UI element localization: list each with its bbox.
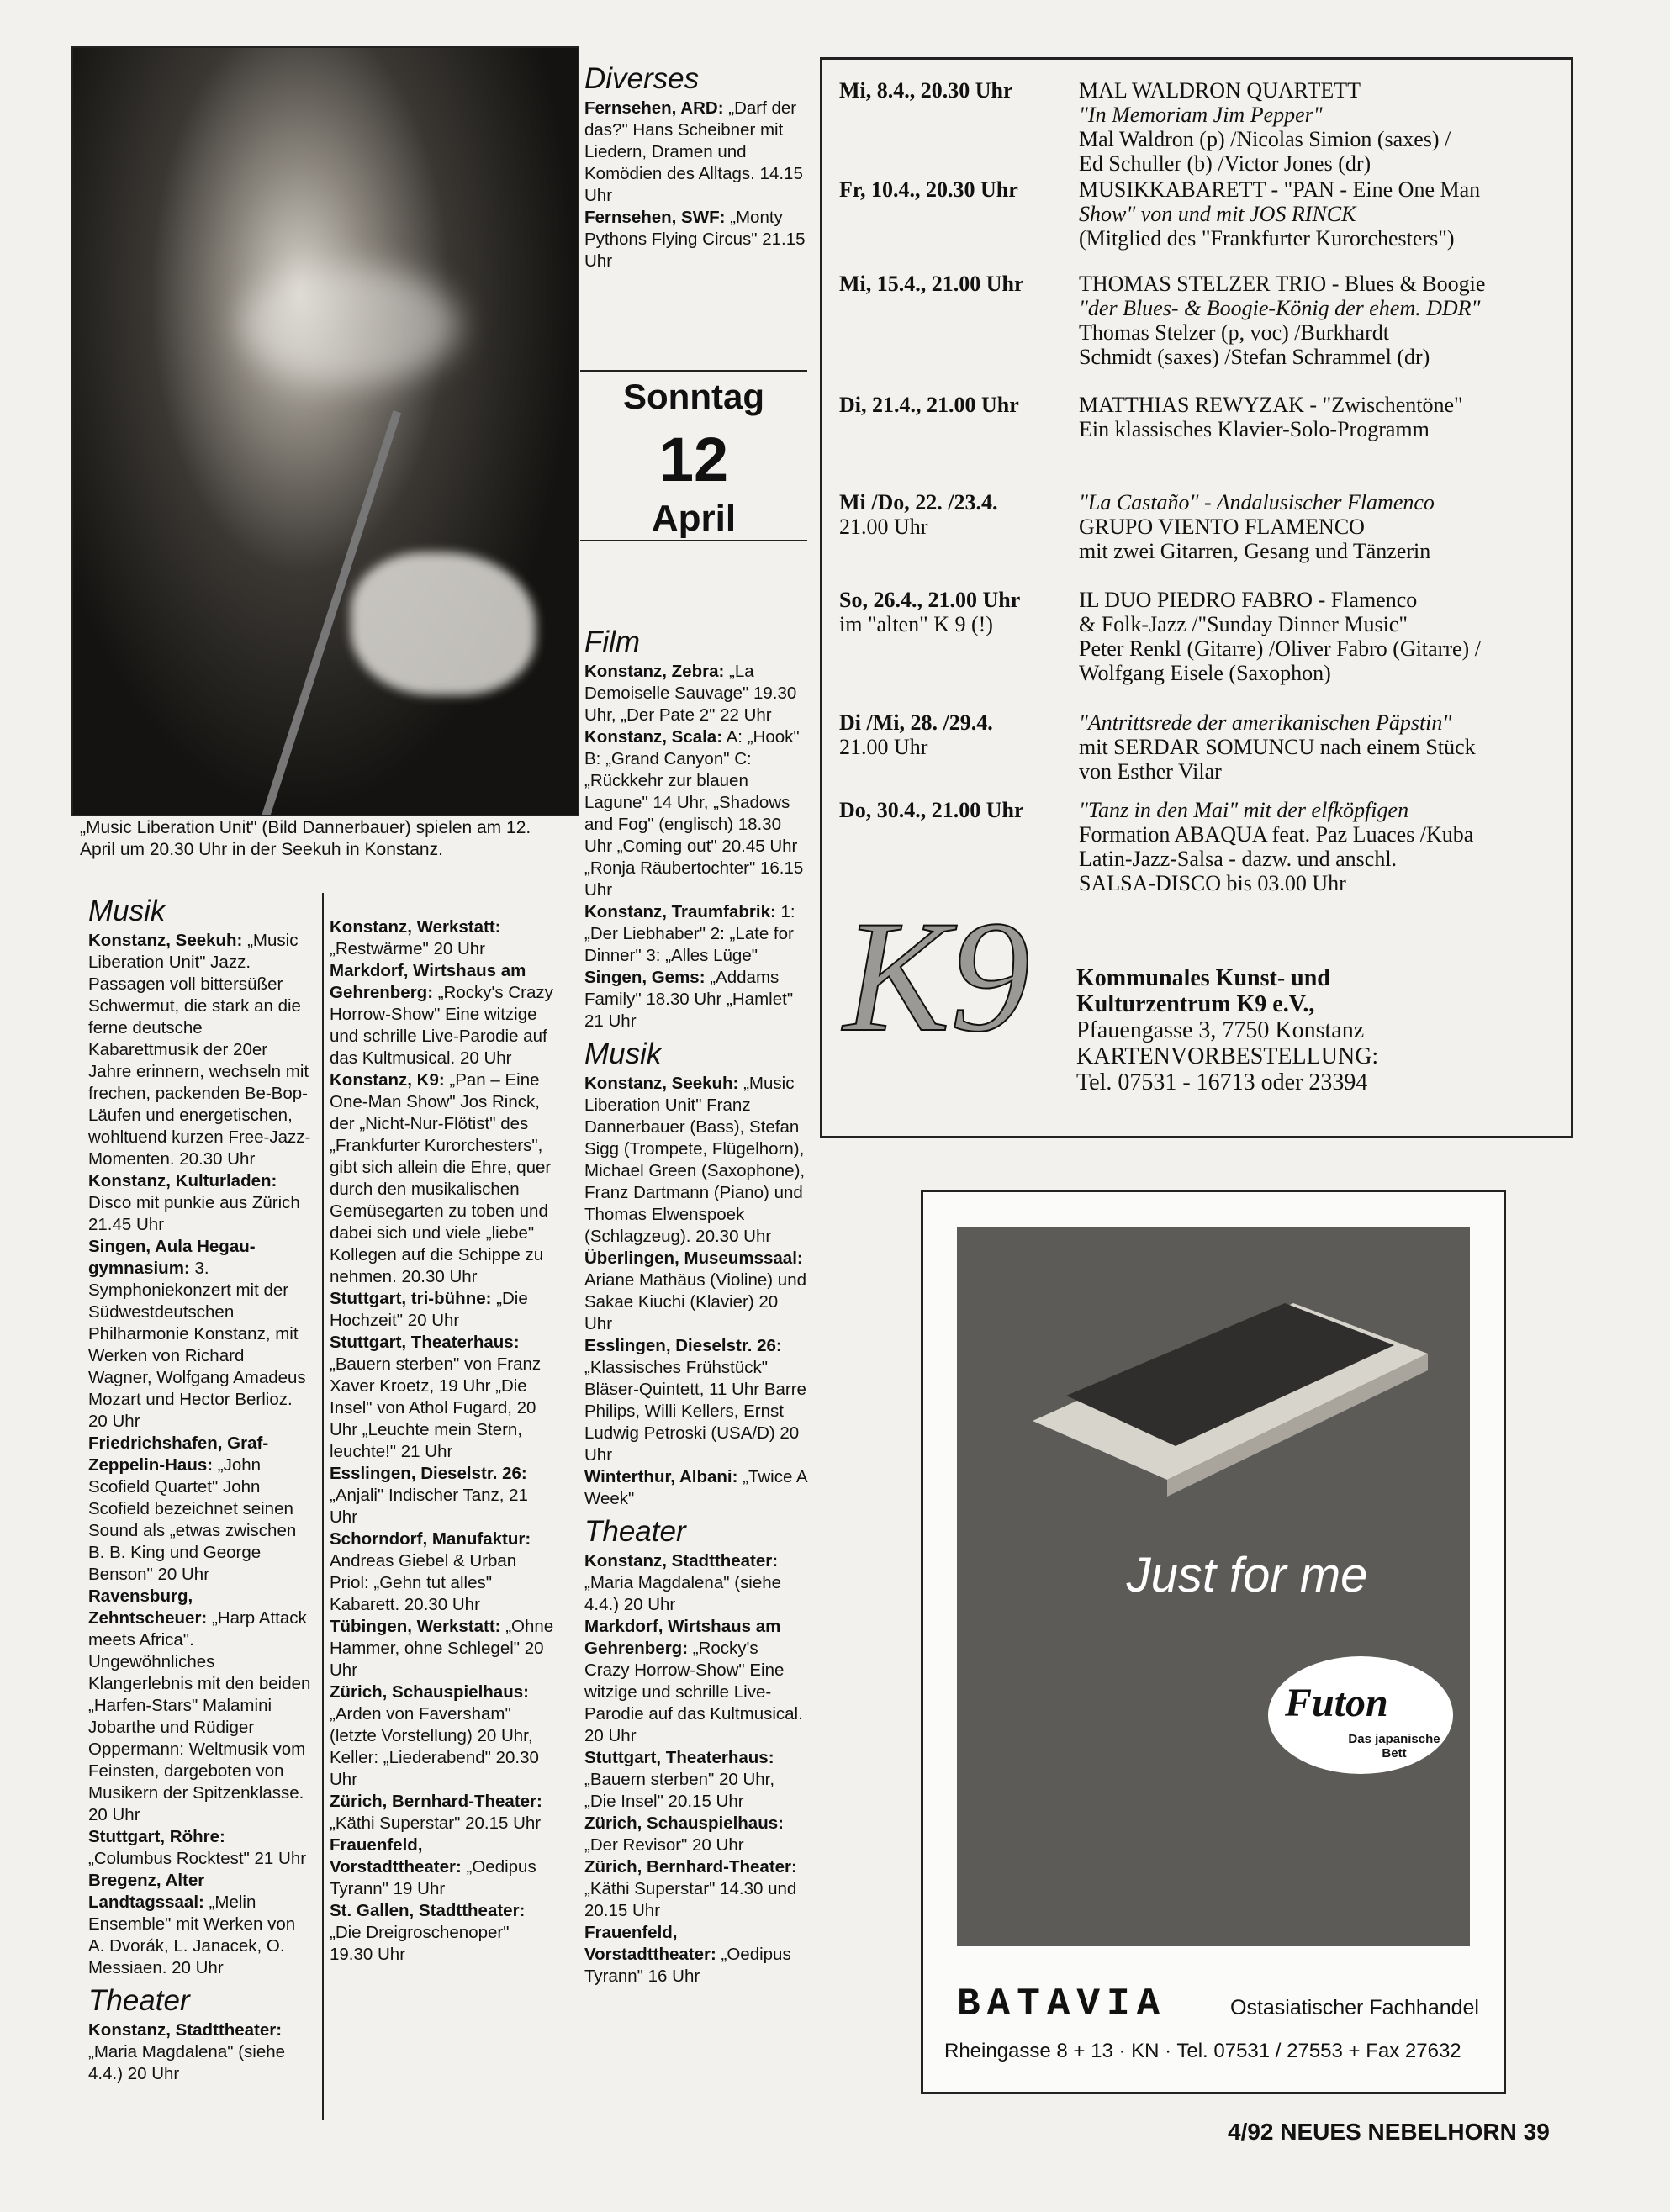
entry-place: Bregenz, Alter Landtagssaal: bbox=[88, 1871, 205, 1912]
entry-place: Zürich, Bernhard-Theater: bbox=[330, 1792, 542, 1811]
k9-event-line: GRUPO VIENTO FLAMENCO bbox=[1079, 515, 1365, 539]
k9-event-line: "La Castaño" - Andalusischer Flamenco bbox=[1079, 490, 1435, 515]
entry-text: 3. Symphoniekonzert mit der Südwestdeutschen Philharmonie Konstanz, mit Werken von Richard Wagner, Wolfgang Amadeus Mozart und Hector Berlioz. 20 Uhr bbox=[88, 1259, 306, 1431]
theater-entry bbox=[584, 1856, 807, 1922]
k9-event-date-line-2: 21.00 Uhr bbox=[839, 735, 928, 759]
k9-event-line: "In Memoriam Jim Pepper" bbox=[1079, 103, 1323, 127]
entry-text: „Käthi Superstar" 20.15 Uhr bbox=[330, 1813, 542, 1833]
entry-place: Markdorf, Wirtshaus am Gehrenberg: bbox=[330, 961, 526, 1002]
entry-place: Konstanz, Traumfabrik: bbox=[584, 902, 776, 921]
k9-event-date-line: Mi, 8.4., 20.30 Uhr bbox=[839, 78, 1013, 103]
musik-entry bbox=[88, 1870, 311, 1979]
entry-text: „Columbus Rocktest" 21 Uhr bbox=[88, 1849, 307, 1868]
k9-event-description bbox=[1079, 710, 1562, 784]
futon-logo bbox=[1268, 1656, 1453, 1774]
entry-text: „Rocky's Crazy Horrow-Show" Eine witzige und schrille Live-Parodie auf das Kultmusical. 20 Uhr bbox=[584, 1639, 803, 1745]
k9-event-line: Ed Schuller (b) /Victor Jones (dr) bbox=[1079, 151, 1371, 176]
entry-text: Disco mit punkie aus Zürich 21.45 Uhr bbox=[88, 1193, 300, 1234]
entry-text: „Klassisches Frühstück" Bläser-Quintett, 11 Uhr Barre Philips, Willi Kellers, Ernst Ludwig Petroski (USA/D) 20 Uhr bbox=[584, 1358, 806, 1465]
entry-place: Zürich, Bernhard-Theater: bbox=[584, 1857, 797, 1877]
entry-text: „Pan – Eine One-Man Show" Jos Rinck, der „Nicht-Nur-Flötist" des „Frankfurter Kurorchesters", gibt sich allein die Ehre, quer durch den musikalischen Gemüsegarten zu toben und dabei sich und viele „liebe" Kollegen auf die Schippe zu nehmen. 20.30 Uhr bbox=[330, 1070, 552, 1286]
listing-entry bbox=[330, 1681, 557, 1791]
musik-entry bbox=[584, 1466, 807, 1510]
entry-text: „Music Liberation Unit" Franz Dannerbauer (Bass), Stefan Sigg (Trompete, Flügelhorn), Michael Green (Saxophone), Franz Dartmann (Piano) und Thomas Elwenspoek (Schlagzeug). 20.30 Uhr bbox=[584, 1074, 806, 1246]
column-c-top bbox=[584, 57, 807, 272]
k9-event-line: "Tanz in den Mai" mit der elfköpfigen bbox=[1079, 798, 1409, 822]
entry-text: „Darf der das?" Hans Scheibner mit Liedern, Dramen und Komödien des Alltags. 14.15 Uhr bbox=[584, 98, 803, 205]
k9-logo bbox=[837, 904, 1038, 1122]
entry-text: „Harp Attack meets Africa". Ungewöhnliches Klangerlebnis mit den beiden „Harfen-Stars" Malamini Jobarthe und Rüdiger Oppermann: Weltmusik vom Feinsten, dargeboten von Musikern der Spitzenklasse. 20 Uhr bbox=[88, 1608, 311, 1824]
section-title-musik: Musik bbox=[88, 895, 166, 927]
entry-place: Konstanz, Seekuh: bbox=[88, 931, 243, 950]
k9-event-line: mit SERDAR SOMUNCU nach einem Stück bbox=[1079, 735, 1476, 759]
k9-address-line: Kommunales Kunst- und bbox=[1076, 965, 1330, 991]
film-entry bbox=[584, 726, 807, 901]
k9-event-date bbox=[839, 177, 1054, 202]
k9-event-line: THOMAS STELZER TRIO - Blues & Boogie bbox=[1079, 272, 1486, 296]
k9-event-date-line: Do, 30.4., 21.00 Uhr bbox=[839, 798, 1024, 822]
date-weekday: Sonntag bbox=[623, 377, 764, 416]
theater-entry bbox=[584, 1813, 807, 1856]
musik-entry bbox=[88, 930, 311, 1170]
entry-text: „Maria Magdalena" (siehe 4.4.) 20 Uhr bbox=[88, 2042, 286, 2083]
k9-event-line: IL DUO PIEDRO FABRO - Flamenco bbox=[1079, 588, 1418, 612]
entry-text: „Music Liberation Unit" Jazz. Passagen voll bittersüßer Schwermut, die stark an die ferne deutsche Kabarettmusik der 20er Jahre erinnern, wechseln mit frechen, packenden Be-Bop-Läufen und energetischen, wohltuend kurzen Free-Jazz-Momenten. 20.30 Uhr bbox=[88, 931, 311, 1169]
k9-event-description bbox=[1079, 272, 1562, 369]
entry-text: Ariane Mathäus (Violine) und Sakae Kiuchi (Klavier) 20 Uhr bbox=[584, 1270, 806, 1333]
entry-place: Konstanz, K9: bbox=[330, 1070, 445, 1090]
entry-place: Konstanz, Seekuh: bbox=[584, 1074, 739, 1093]
k9-event-line: "Antrittsrede der amerikanischen Päpstin" bbox=[1079, 710, 1452, 735]
entry-place: Esslingen, Dieselstr. 26: bbox=[584, 1336, 782, 1355]
futon-logo-sub: Das japanische Bett bbox=[1348, 1732, 1440, 1761]
k9-event-date-line: Di /Mi, 28. /29.4. bbox=[839, 710, 993, 735]
musik-entry bbox=[584, 1335, 807, 1466]
entry-text: „Melin Ensemble" mit Werken von A. Dvorák, L. Janacek, O. Messiaen. 20 Uhr bbox=[88, 1893, 296, 1977]
batavia-brand: BATAVIA bbox=[957, 1982, 1167, 2026]
listing-entry bbox=[330, 960, 557, 1069]
musik-entry bbox=[88, 1170, 311, 1236]
theater-entry bbox=[584, 1616, 807, 1747]
k9-event-description bbox=[1079, 490, 1562, 563]
k9-event-line: MAL WALDRON QUARTETT bbox=[1079, 78, 1361, 103]
column-b bbox=[330, 916, 557, 1966]
k9-event-line: mit zwei Gitarren, Gesang und Tänzerin bbox=[1079, 539, 1431, 563]
theater-entry bbox=[584, 1550, 807, 1616]
section-title-diverses: Diverses bbox=[584, 62, 700, 95]
photo-caption: „Music Liberation Unit" (Bild Dannerbauer) spielen am 12. April um 20.30 Uhr in der Seekuh in Konstanz. bbox=[80, 818, 531, 859]
entry-place: Konstanz, Stadttheater: bbox=[88, 2020, 283, 2040]
entry-place: Konstanz, Kulturladen: bbox=[88, 1171, 277, 1190]
k9-address bbox=[1076, 965, 1547, 1095]
k9-event-line: Wolfgang Eisele (Saxophon) bbox=[1079, 661, 1331, 685]
column-a bbox=[88, 890, 311, 2085]
k9-event-description bbox=[1079, 177, 1562, 251]
entry-place: Stuttgart, tri-bühne: bbox=[330, 1289, 492, 1308]
k9-event-line: (Mitglied des "Frankfurter Kurorchesters") bbox=[1079, 226, 1455, 251]
film-entry bbox=[584, 901, 807, 967]
section-title-theater: Theater bbox=[88, 1984, 190, 2017]
batavia-tagline: Ostasiatischer Fachhandel bbox=[1230, 1996, 1479, 2019]
k9-event-date-line: Di, 21.4., 21.00 Uhr bbox=[839, 393, 1019, 417]
listing-entry bbox=[330, 1835, 557, 1900]
entry-place: Esslingen, Dieselstr. 26: bbox=[330, 1464, 527, 1483]
entry-text: „Die Hochzeit" 20 Uhr bbox=[330, 1289, 528, 1330]
k9-address-line: Tel. 07531 - 16713 oder 23394 bbox=[1076, 1069, 1368, 1095]
listing-entry bbox=[330, 1791, 557, 1835]
k9-event-description bbox=[1079, 393, 1562, 441]
musik-entry bbox=[584, 1248, 807, 1335]
listing-entry bbox=[330, 1288, 557, 1332]
entry-place: Zürich, Schauspielhaus: bbox=[584, 1813, 784, 1833]
entry-place: Stuttgart, Theaterhaus: bbox=[584, 1748, 774, 1767]
batavia-address: Rheingasse 8 + 13 · KN · Tel. 07531 / 27553 + Fax 27632 bbox=[944, 2040, 1461, 2062]
k9-event-date bbox=[839, 490, 1054, 539]
entry-text: „Der Revisor" 20 Uhr bbox=[584, 1835, 744, 1855]
entry-place: St. Gallen, Stadttheater: bbox=[330, 1901, 526, 1920]
ad-slogan: Just for me bbox=[1126, 1548, 1368, 1602]
section-title-theater-2: Theater bbox=[584, 1515, 686, 1548]
column-divider bbox=[322, 893, 324, 2120]
entry-place: Fernsehen, SWF: bbox=[584, 208, 726, 227]
listing-entry bbox=[330, 1332, 557, 1463]
entry-text: „Addams Family" 18.30 Uhr „Hamlet" 21 Uhr bbox=[584, 968, 794, 1031]
entry-text: „Bauern sterben" 20 Uhr, „Die Insel" 20.15 Uhr bbox=[584, 1770, 775, 1811]
entry-place: Singen, Aula Hegau-gymnasium: bbox=[88, 1237, 256, 1278]
k9-event-date-line: Mi /Do, 22. /23.4. bbox=[839, 490, 998, 515]
k9-event-line: SALSA-DISCO bis 03.00 Uhr bbox=[1079, 871, 1346, 895]
entry-place: Friedrichshafen, Graf-Zeppelin-Haus: bbox=[88, 1433, 269, 1475]
entry-place: Ravensburg, Zehntscheuer: bbox=[88, 1586, 208, 1628]
entry-place: Überlingen, Museumssaal: bbox=[584, 1249, 803, 1268]
k9-event-line: Mal Waldron (p) /Nicolas Simion (saxes) / bbox=[1079, 127, 1451, 151]
theater-entry bbox=[584, 1922, 807, 1988]
ad-photo bbox=[957, 1227, 1470, 1946]
k9-event-date-line: Fr, 10.4., 20.30 Uhr bbox=[839, 177, 1018, 202]
k9-event-line: Peter Renkl (Gitarre) /Oliver Fabro (Gitarre) / bbox=[1079, 636, 1481, 661]
entry-text: „Monty Pythons Flying Circus" 21.15 Uhr bbox=[584, 208, 806, 271]
entry-text: „Maria Magdalena" (siehe 4.4.) 20 Uhr bbox=[584, 1573, 782, 1614]
entry-text: „Oedipus Tyrann" 19 Uhr bbox=[330, 1857, 536, 1898]
k9-event-line: Schmidt (saxes) /Stefan Schrammel (dr) bbox=[1079, 345, 1430, 369]
k9-event-date bbox=[839, 588, 1054, 636]
entry-place: Frauenfeld, Vorstadttheater: bbox=[584, 1923, 716, 1964]
entry-place: Konstanz, Werkstatt: bbox=[330, 917, 501, 937]
entry-place: Fernsehen, ARD: bbox=[584, 98, 724, 118]
k9-event-line: MUSIKKABARETT - "PAN - Eine One Man bbox=[1079, 177, 1481, 202]
k9-event-line: & Folk-Jazz /"Sunday Dinner Music" bbox=[1079, 612, 1408, 636]
section-title-musik-2: Musik bbox=[584, 1037, 662, 1070]
musik-entry bbox=[88, 1433, 311, 1586]
k9-event-line: Ein klassisches Klavier-Solo-Programm bbox=[1079, 417, 1430, 441]
futon-logo-text: Futon bbox=[1285, 1681, 1388, 1725]
k9-address-line: KARTENVORBESTELLUNG: bbox=[1076, 1043, 1379, 1069]
entry-text: „Oedipus Tyrann" 16 Uhr bbox=[584, 1945, 791, 1986]
date-day: 12 bbox=[658, 425, 729, 494]
entry-text: „Die Dreigroschenoper" 19.30 Uhr bbox=[330, 1923, 510, 1964]
k9-event-date-line: Mi, 15.4., 21.00 Uhr bbox=[839, 272, 1024, 296]
entry-text: „Käthi Superstar" 14.30 und 20.15 Uhr bbox=[584, 1879, 797, 1920]
k9-event-date bbox=[839, 710, 1054, 759]
listing-entry bbox=[330, 1528, 557, 1616]
film-entry bbox=[584, 661, 807, 726]
section-title-film: Film bbox=[584, 626, 641, 658]
entry-place: Frauenfeld, Vorstadttheater: bbox=[330, 1835, 462, 1877]
k9-event-line: von Esther Vilar bbox=[1079, 759, 1222, 784]
k9-event-description bbox=[1079, 798, 1562, 895]
musik-entry bbox=[584, 1073, 807, 1248]
listing-entry bbox=[330, 1069, 557, 1288]
date-block bbox=[580, 370, 807, 541]
k9-event-date-line-2: im "alten" K 9 (!) bbox=[839, 612, 993, 636]
entry-place: Zürich, Schauspielhaus: bbox=[330, 1682, 529, 1702]
k9-event-date bbox=[839, 78, 1054, 103]
k9-event-description bbox=[1079, 78, 1562, 176]
k9-event-date bbox=[839, 393, 1054, 417]
entry-text: 1: „Der Liebhaber" 2: „Late for Dinner" 3: „Alles Lüge" bbox=[584, 902, 795, 965]
entry-place: Konstanz, Scala: bbox=[584, 727, 723, 747]
entry-place: Stuttgart, Röhre: bbox=[88, 1827, 225, 1846]
entry-text: Andreas Giebel & Urban Priol: „Gehn tut alles" Kabarett. 20.30 Uhr bbox=[330, 1551, 517, 1614]
k9-address-line: Pfauengasse 3, 7750 Konstanz bbox=[1076, 1017, 1365, 1043]
date-month: April bbox=[651, 498, 737, 539]
entry-place: Tübingen, Werkstatt: bbox=[330, 1617, 501, 1636]
diverses-entry bbox=[584, 98, 807, 207]
k9-event-line: Latin-Jazz-Salsa - dazw. und anschl. bbox=[1079, 847, 1398, 871]
page-footer: 4/92 NEUES NEBELHORN 39 bbox=[1228, 2119, 1550, 2145]
entry-place: Singen, Gems: bbox=[584, 968, 706, 987]
k9-event-line: Thomas Stelzer (p, voc) /Burkhardt bbox=[1079, 320, 1389, 345]
k9-event-date-line-2: 21.00 Uhr bbox=[839, 515, 928, 539]
entry-text: „Rocky's Crazy Horrow-Show" Eine witzige und schrille Live-Parodie auf das Kultmusical. 20 Uhr bbox=[330, 983, 553, 1068]
entry-text: „John Scofield Quartet" John Scofield bezeichnet seinen Sound als „etwas zwischen B. B. King und George Benson" 20 Uhr bbox=[88, 1455, 297, 1584]
entry-text: „Ohne Hammer, ohne Schlegel" 20 Uhr bbox=[330, 1617, 554, 1680]
music-liberation-unit-photo bbox=[71, 46, 579, 816]
listing-entry bbox=[330, 1900, 557, 1966]
listing-entry bbox=[330, 1463, 557, 1528]
k9-event-date-line: So, 26.4., 21.00 Uhr bbox=[839, 588, 1021, 612]
k9-event-line: Show" von und mit JOS RINCK bbox=[1079, 202, 1356, 226]
entry-text: „Arden von Faversham" (letzte Vorstellung) 20 Uhr, Keller: „Liederabend" 20.30 Uhr bbox=[330, 1704, 539, 1789]
listing-entry bbox=[330, 1616, 557, 1681]
musik-entry bbox=[88, 1236, 311, 1433]
k9-event-date bbox=[839, 272, 1054, 296]
entry-place: Konstanz, Zebra: bbox=[584, 662, 725, 681]
k9-address-line: Kulturzentrum K9 e.V., bbox=[1076, 991, 1315, 1017]
film-entry bbox=[584, 967, 807, 1032]
entry-place: Markdorf, Wirtshaus am Gehrenberg: bbox=[584, 1617, 781, 1658]
entry-text: „Twice A Week" bbox=[584, 1467, 807, 1508]
k9-event-line: MATTHIAS REWYZAK - "Zwischentöne" bbox=[1079, 393, 1463, 417]
entry-text: „Restwärme" 20 Uhr bbox=[330, 939, 485, 958]
listing-entry bbox=[330, 916, 557, 960]
theater-entry bbox=[88, 2019, 311, 2085]
batavia-advertisement bbox=[921, 1190, 1506, 2094]
entry-place: Konstanz, Stadttheater: bbox=[584, 1551, 779, 1571]
entry-text: „Anjali" Indischer Tanz, 21 Uhr bbox=[330, 1486, 528, 1527]
entry-text: „La Demoiselle Sauvage" 19.30 Uhr, „Der Pate 2" 22 Uhr bbox=[584, 662, 797, 725]
musik-entry bbox=[88, 1826, 311, 1870]
entry-place: Winterthur, Albani: bbox=[584, 1467, 738, 1486]
entry-place: Schorndorf, Manufaktur: bbox=[330, 1529, 531, 1549]
k9-event-description bbox=[1079, 588, 1562, 685]
entry-text: „Bauern sterben" von Franz Xaver Kroetz, 19 Uhr „Die Insel" von Athol Fugard, 20 Uhr „Leuchte mein Stern, leuchte!" 21 Uhr bbox=[330, 1354, 542, 1461]
musik-entry bbox=[88, 1586, 311, 1826]
column-c-bottom bbox=[584, 620, 807, 1988]
entry-place: Stuttgart, Theaterhaus: bbox=[330, 1333, 520, 1352]
futon-bed-illustration bbox=[957, 1227, 1470, 1513]
theater-entry bbox=[584, 1747, 807, 1813]
diverses-entry bbox=[584, 207, 807, 272]
entry-text: A: „Hook" B: „Grand Canyon" C: „Rückkehr zur blauen Lagune" 14 Uhr, „Shadows and Fog" (englisch) 18.30 Uhr „Coming out" 20.45 Uhr „Ronja Räubertochter" 16.15 Uhr bbox=[584, 727, 804, 900]
k9-logo-text: K9 bbox=[843, 904, 1030, 1065]
k9-event-date bbox=[839, 798, 1054, 822]
k9-event-line: Formation ABAQUA feat. Paz Luaces /Kuba bbox=[1079, 822, 1474, 847]
k9-event-line: "der Blues- & Boogie-König der ehem. DDR" bbox=[1079, 296, 1481, 320]
